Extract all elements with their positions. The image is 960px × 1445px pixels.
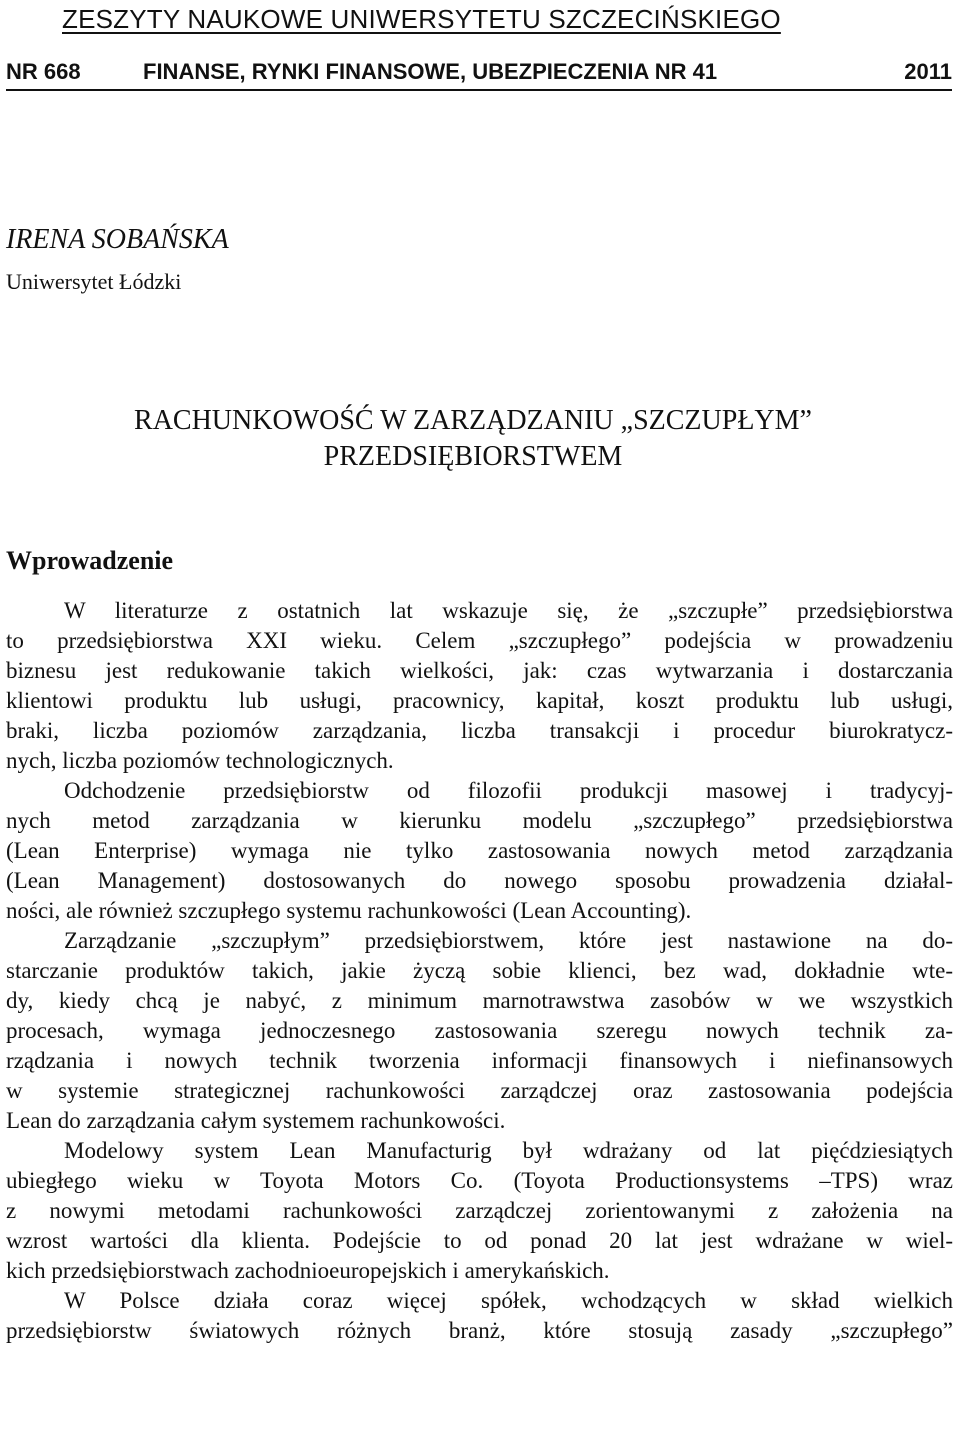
text-line: nych, liczba poziomów technologicznych. <box>6 748 394 773</box>
journal-title: ZESZYTY NAUKOWE UNIWERSYTETU SZCZECIŃSKIEGO <box>62 4 781 34</box>
text-line: Modelowy system Lean Manufacturig był wdrażany od lat pięćdziesiątych <box>64 1138 953 1163</box>
text-line: ubiegłego wieku w Toyota Motors Co. (Toyota Productionsystems –TPS) wraz <box>6 1168 953 1193</box>
article-title-line-2: PRZEDSIĘBIORSTWEM <box>323 441 623 472</box>
issue-number: NR 668 <box>6 59 81 84</box>
author-name: IRENA SOBAŃSKA <box>6 224 229 255</box>
issue-series: FINANSE, RYNKI FINANSOWE, UBEZPIECZENIA NR 41 <box>143 59 718 84</box>
text-line: (Lean Management) dostosowanych do nowego sposobu prowadzenia działal- <box>6 868 953 893</box>
text-line: nych metod zarządzania w kierunku modelu „szczupłego” przedsiębiorstwa <box>6 808 953 833</box>
text-line: biznesu jest redukowanie takich wielkości, jak: czas wytwarzania i dostarczania <box>6 658 953 683</box>
text-line: Lean do zarządzania całym systemem rachunkowości. <box>6 1108 506 1133</box>
text-line: braki, liczba poziomów zarządzania, liczba transakcji i procedur biurokratycz- <box>6 718 953 743</box>
author-affiliation: Uniwersytet Łódzki <box>6 269 182 294</box>
text-line: dy, kiedy chcą je nabyć, z minimum marnotrawstwa zasobów w we wszystkich <box>6 988 953 1013</box>
text-line: z nowymi metodami rachunkowości zarządczej zorientowanymi z założenia na <box>6 1198 953 1223</box>
section-heading: Wprowadzenie <box>6 546 174 575</box>
text-line: procesach, wymaga jednoczesnego zastosowania szeregu nowych technik za- <box>6 1018 953 1043</box>
text-line: W literaturze z ostatnich lat wskazuje się, że „szczupłe” przedsiębiorstwa <box>64 598 953 623</box>
text-line: Zarządzanie „szczupłym” przedsiębiorstwem, które jest nastawione na do- <box>64 928 953 953</box>
text-line: w systemie strategicznej rachunkowości zarządczej oraz zastosowania podejścia <box>6 1078 953 1103</box>
text-line: kich przedsiębiorstwach zachodnioeuropejskich i amerykańskich. <box>6 1258 610 1283</box>
text-line: wzrost wartości dla klienta. Podejście to od ponad 20 lat jest wdrażane w wiel- <box>6 1228 953 1253</box>
text-line: przedsiębiorstw światowych różnych branż, które stosują zasady „szczupłego” <box>6 1318 953 1343</box>
article-title-line-1: RACHUNKOWOŚĆ W ZARZĄDZANIU „SZCZUPŁYM” <box>134 405 812 436</box>
text-line: W Polsce działa coraz więcej spółek, wchodzących w skład wielkich <box>64 1288 953 1313</box>
text-line: (Lean Enterprise) wymaga nie tylko zastosowania nowych metod zarządzania <box>6 838 953 863</box>
text-line: rządzania i nowych technik tworzenia informacji finansowych i niefinansowych <box>6 1048 953 1073</box>
text-line: to przedsiębiorstwa XXI wieku. Celem „szczupłego” podejścia w prowadzeniu <box>6 628 953 653</box>
issue-line <box>6 55 952 91</box>
text-line: starczanie produktów takich, jakie życzą sobie klienci, bez wad, dokładnie wte- <box>6 958 953 983</box>
text-line: Odchodzenie przedsiębiorstw od filozofii produkcji masowej i tradycyj- <box>64 778 953 803</box>
issue-year: 2011 <box>904 59 952 84</box>
text-line: ności, ale również szczupłego systemu rachunkowości (Lean Accounting). <box>6 898 692 923</box>
body-text <box>6 596 953 1346</box>
text-line: klientowi produktu lub usługi, pracownicy, kapitał, koszt produktu lub usługi, <box>6 688 953 713</box>
